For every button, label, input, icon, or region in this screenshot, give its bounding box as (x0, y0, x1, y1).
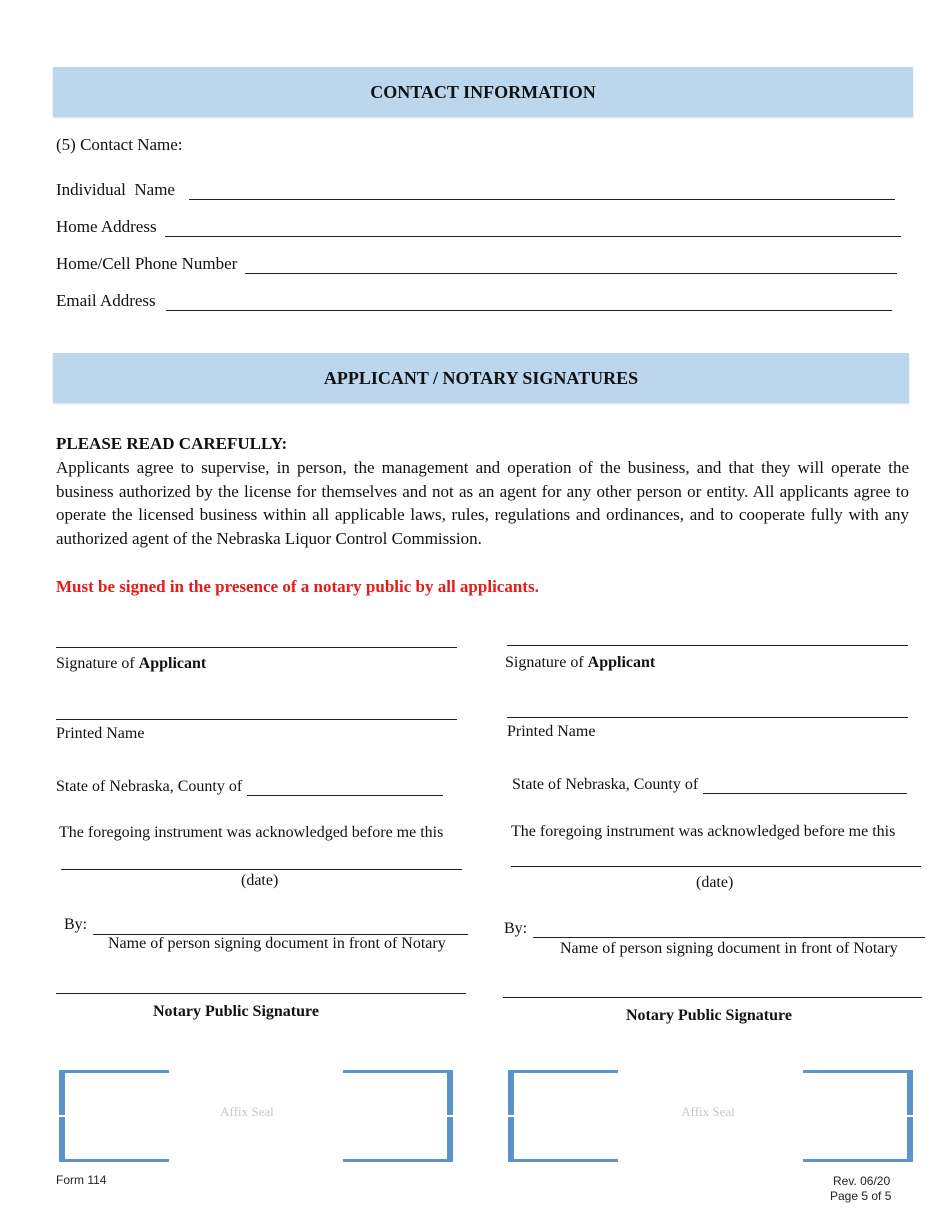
signature-of-applicant-label-1 (56, 655, 206, 673)
email-label: Email Address (56, 291, 156, 310)
seal-corner-br-2 (803, 1117, 913, 1162)
phone-line[interactable] (245, 255, 897, 274)
individual-name-line[interactable] (189, 181, 895, 200)
signature-of-text-1: Signature of (56, 655, 139, 672)
county-line-2[interactable] (703, 777, 907, 794)
by-label-2: By: (504, 920, 528, 937)
acknowledged-text-2: The foregoing instrument was acknowledged before me this (511, 823, 896, 840)
state-county-text-1: State of Nebraska, County of (56, 778, 243, 795)
printed-name-label-2: Printed Name (507, 723, 596, 740)
applicant-text-1: Applicant (138, 655, 207, 672)
printed-name-line-2[interactable] (507, 717, 908, 718)
seal-corner-br-1 (343, 1117, 453, 1162)
signatures-title: APPLICANT / NOTARY SIGNATURES (323, 367, 639, 388)
seal-area-2 (508, 1070, 913, 1162)
notary-signature-line-2[interactable] (503, 997, 922, 998)
date-label-1: (date) (241, 872, 279, 889)
county-label-2 (512, 776, 907, 794)
by-label-1: By: (64, 916, 88, 933)
individual-name-label: Individual Name (56, 180, 175, 199)
revision-date: Rev. 06/20 (833, 1174, 891, 1188)
notary-signature-line-1[interactable] (56, 993, 466, 994)
by-line-2[interactable] (533, 937, 925, 938)
contact-information-title: CONTACT INFORMATION (370, 81, 596, 102)
contact-name-label: (5) Contact Name: (56, 135, 183, 154)
date-label-2: (date) (696, 874, 734, 891)
seal-corner-bl-2 (508, 1117, 618, 1162)
form-number: Form 114 (56, 1173, 107, 1187)
name-person-text-2: Name of person signing document in front of Notary (560, 940, 898, 957)
applicant-signature-line-1[interactable] (56, 647, 457, 648)
affix-seal-text-1: Affix Seal (220, 1104, 274, 1119)
printed-name-line-1[interactable] (56, 719, 457, 720)
home-address-field[interactable] (56, 217, 901, 237)
agreement-paragraph: Applicants agree to supervise, in person, the management and operation of the business, and that they will operate the business authorized by the license for themselves and not as an agent for any other person or entity. All applicants agree to operate the licensed business within all applicable laws, rules, regulations and ordinances, and to cooperate fully with any authorized agent of the Nebraska Liquor Control Commission. (56, 458, 909, 548)
applicant-signature-line-2[interactable] (507, 645, 908, 646)
contact-information-header (53, 67, 913, 117)
home-address-line[interactable] (165, 218, 901, 237)
state-county-text-2: State of Nebraska, County of (512, 776, 699, 793)
signature-of-text-2: Signature of (505, 654, 588, 671)
notary-notice: Must be signed in the presence of a notary public by all applicants. (56, 577, 539, 596)
affix-seal-text-2: Affix Seal (681, 1104, 735, 1119)
email-line[interactable] (166, 292, 892, 311)
seal-corner-bl-1 (59, 1117, 169, 1162)
please-read-title: PLEASE READ CAREFULLY: (56, 434, 288, 453)
name-person-text-1: Name of person signing document in front of Notary (108, 935, 446, 952)
county-line-1[interactable] (247, 779, 443, 796)
phone-label: Home/Cell Phone Number (56, 254, 238, 273)
signature-of-applicant-label-2 (505, 654, 655, 672)
acknowledged-text-1: The foregoing instrument was acknowledged before me this (59, 824, 444, 841)
date-line-2[interactable] (511, 866, 921, 867)
notary-signature-label-2: Notary Public Signature (626, 1007, 792, 1024)
applicant-text-2: Applicant (587, 654, 656, 671)
individual-name-field[interactable] (56, 180, 895, 200)
printed-name-label-1: Printed Name (56, 725, 145, 742)
date-line-1[interactable] (61, 869, 462, 870)
notary-signature-label-1: Notary Public Signature (153, 1003, 319, 1020)
seal-area-1 (59, 1070, 453, 1162)
county-label-1 (56, 778, 443, 796)
home-address-label: Home Address (56, 217, 157, 236)
page-number: Page 5 of 5 (830, 1189, 892, 1203)
email-field[interactable] (56, 291, 892, 311)
phone-field[interactable] (56, 254, 897, 274)
signatures-header (53, 353, 909, 403)
